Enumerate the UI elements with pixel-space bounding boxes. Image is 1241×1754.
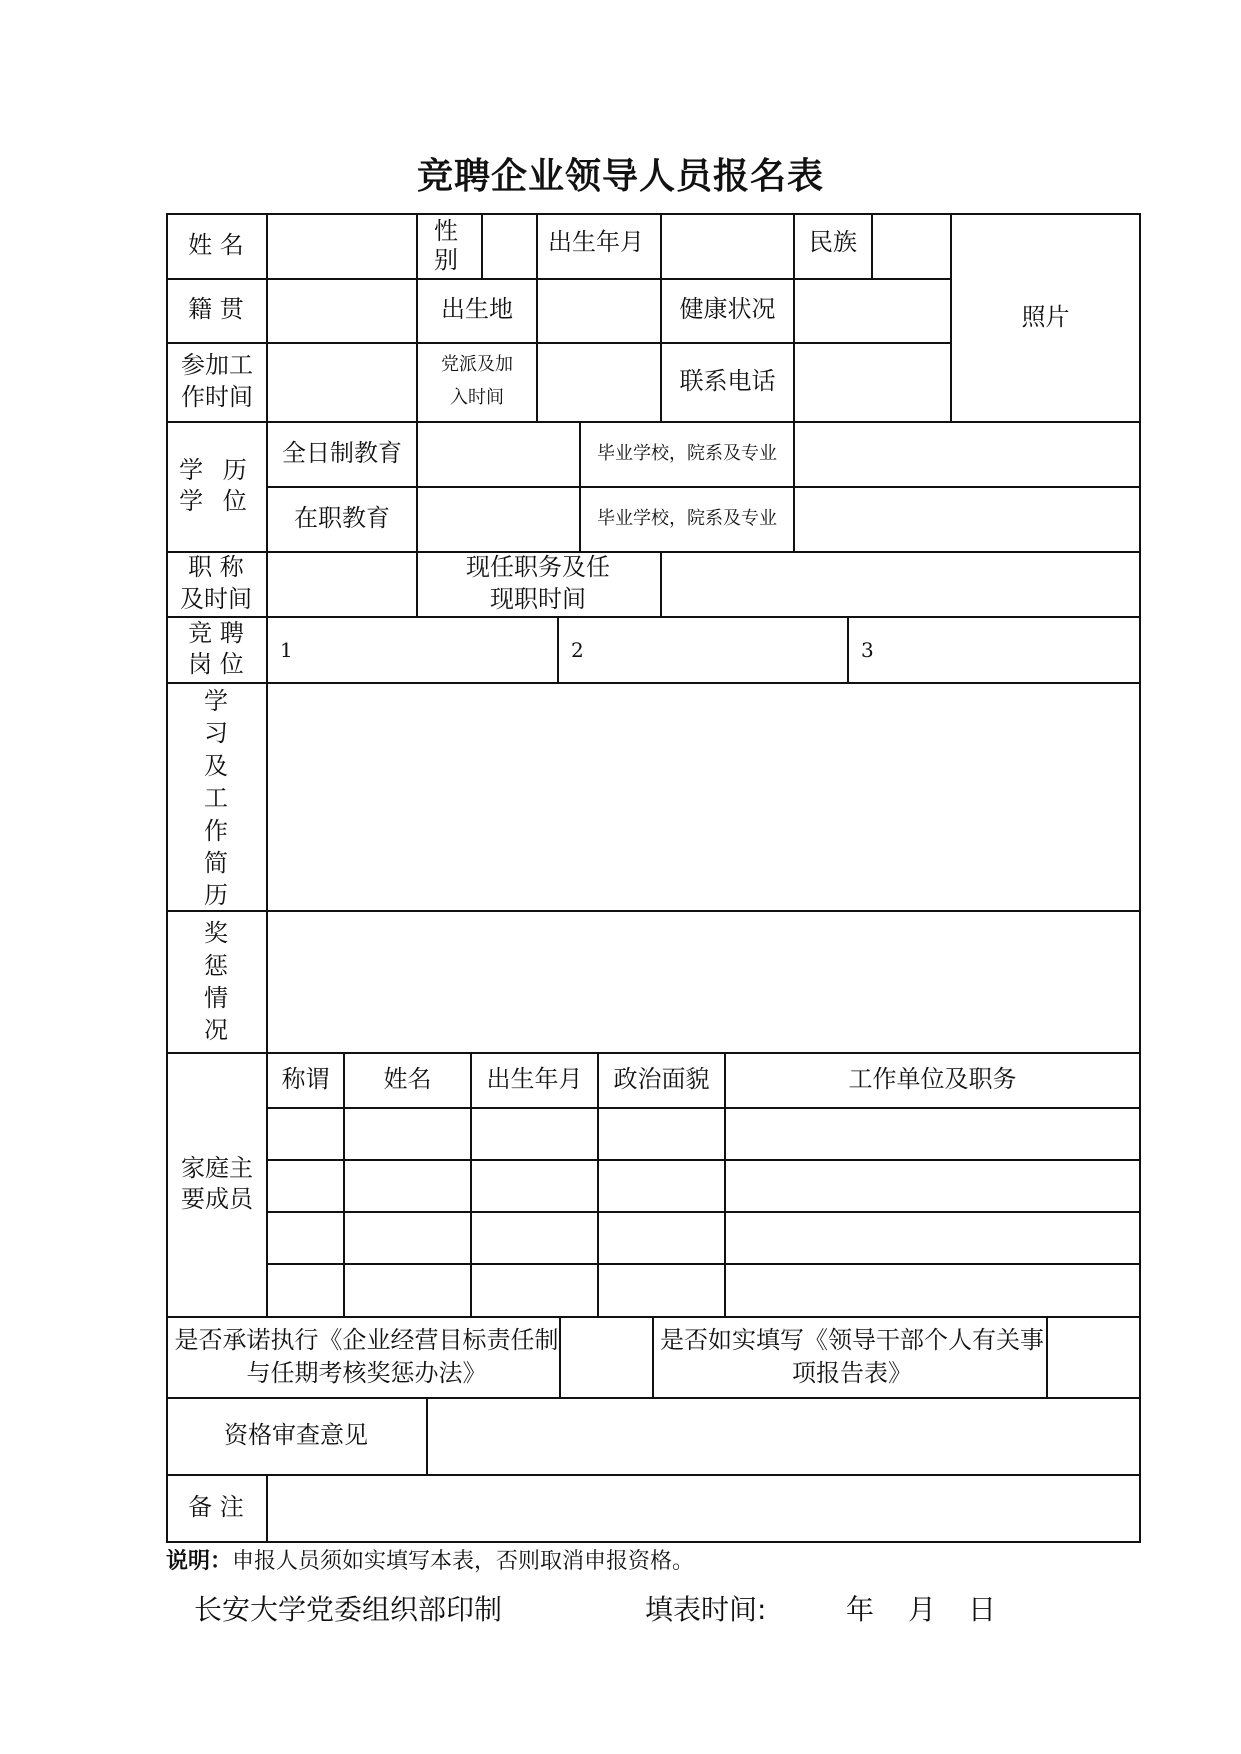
report-label: 是否如实填写《领导干部个人有关事项报告表》	[660, 1326, 1044, 1387]
awards-field[interactable]	[268, 912, 1139, 1052]
inservice-label: 在职教育	[294, 503, 390, 532]
line	[166, 213, 168, 1543]
note-text: 申报人员须如实填写本表，否则取消申报资格。	[232, 1549, 695, 1574]
birth-label: 出生年月	[548, 228, 644, 256]
name-field[interactable]	[268, 215, 416, 278]
footer-date-label: 填表时间:	[645, 1593, 767, 1626]
ethnic-field[interactable]	[873, 215, 950, 278]
inservice-field[interactable]	[418, 488, 579, 551]
gender-field[interactable]	[483, 215, 536, 278]
health-label: 健康状况	[679, 295, 776, 324]
family-label: 家庭主要成员	[181, 1153, 253, 1213]
remark-label: 备 注	[188, 1492, 244, 1521]
current-post-label: 现任职务及任现职时间	[466, 553, 610, 613]
title-time-label: 职 称 及时间	[180, 553, 252, 613]
line	[652, 1316, 654, 1397]
education-label: 学 历 学 位	[179, 455, 253, 515]
work-start-field[interactable]	[268, 344, 416, 421]
family-header-politics: 政治面貌	[613, 1064, 710, 1093]
review-field[interactable]	[428, 1399, 1139, 1474]
pledge-field[interactable]	[561, 1318, 652, 1397]
title-time-field[interactable]	[268, 553, 416, 616]
note-label: 说明：	[166, 1549, 233, 1574]
native-label: 籍 贯	[188, 295, 244, 324]
footer-day: 日	[968, 1593, 997, 1626]
gender-label: 性别	[434, 216, 458, 274]
pledge-label: 是否承诺执行《企业经营目标责任制与任期考核奖惩办法》	[174, 1326, 559, 1387]
school2-label: 毕业学校，院系及专业	[597, 507, 777, 529]
birthplace-label: 出生地	[441, 295, 513, 324]
position-1[interactable]: 1	[280, 638, 293, 662]
compete-label: 竞 聘 岗 位	[188, 618, 244, 678]
footer-year: 年	[846, 1593, 875, 1626]
fulltime-field[interactable]	[418, 423, 579, 486]
party-join-field[interactable]	[538, 344, 660, 421]
registration-form-table	[166, 213, 1141, 1543]
health-field[interactable]	[795, 280, 950, 342]
school1-field[interactable]	[795, 423, 1139, 486]
native-field[interactable]	[268, 280, 416, 342]
fulltime-label: 全日制教育	[282, 438, 402, 467]
photo-box[interactable]: 照片	[1021, 303, 1070, 332]
line	[1139, 213, 1141, 1543]
family-header-name: 姓名	[383, 1064, 432, 1093]
resume-label: 学习及工作简历	[204, 687, 228, 910]
line	[166, 1541, 1141, 1543]
review-label: 资格审查意见	[224, 1420, 368, 1449]
family-row[interactable]	[268, 1213, 1139, 1263]
phone-label: 联系电话	[679, 366, 776, 395]
footer-org: 长安大学党委组织部印制	[194, 1593, 503, 1626]
birth-field[interactable]	[662, 215, 793, 278]
family-header-employer: 工作单位及职务	[848, 1064, 1017, 1093]
party-join-label: 党派及加入时间	[441, 354, 513, 408]
position-2[interactable]: 2	[571, 638, 584, 662]
note	[166, 1544, 694, 1575]
family-row[interactable]	[268, 1109, 1139, 1159]
work-start-label: 参加工作时间	[181, 351, 253, 411]
report-field[interactable]	[1048, 1318, 1139, 1397]
school1-label: 毕业学校，院系及专业	[597, 442, 777, 464]
family-header-birth: 出生年月	[486, 1064, 583, 1093]
school2-field[interactable]	[795, 488, 1139, 551]
phone-field[interactable]	[795, 344, 950, 421]
resume-field[interactable]	[268, 684, 1139, 910]
ethnic-label: 民族	[809, 228, 857, 256]
birthplace-field[interactable]	[538, 280, 660, 342]
family-header-relation: 称谓	[281, 1064, 330, 1093]
name-label: 姓 名	[188, 230, 244, 259]
awards-label: 奖惩情况	[204, 919, 228, 1045]
family-row[interactable]	[268, 1265, 1139, 1316]
form-title: 竞聘企业领导人员报名表	[416, 156, 824, 197]
current-post-field[interactable]	[662, 553, 1139, 616]
family-row[interactable]	[268, 1161, 1139, 1211]
position-3[interactable]: 3	[861, 638, 874, 662]
footer-month: 月	[908, 1593, 937, 1626]
remark-field[interactable]	[268, 1476, 1139, 1541]
